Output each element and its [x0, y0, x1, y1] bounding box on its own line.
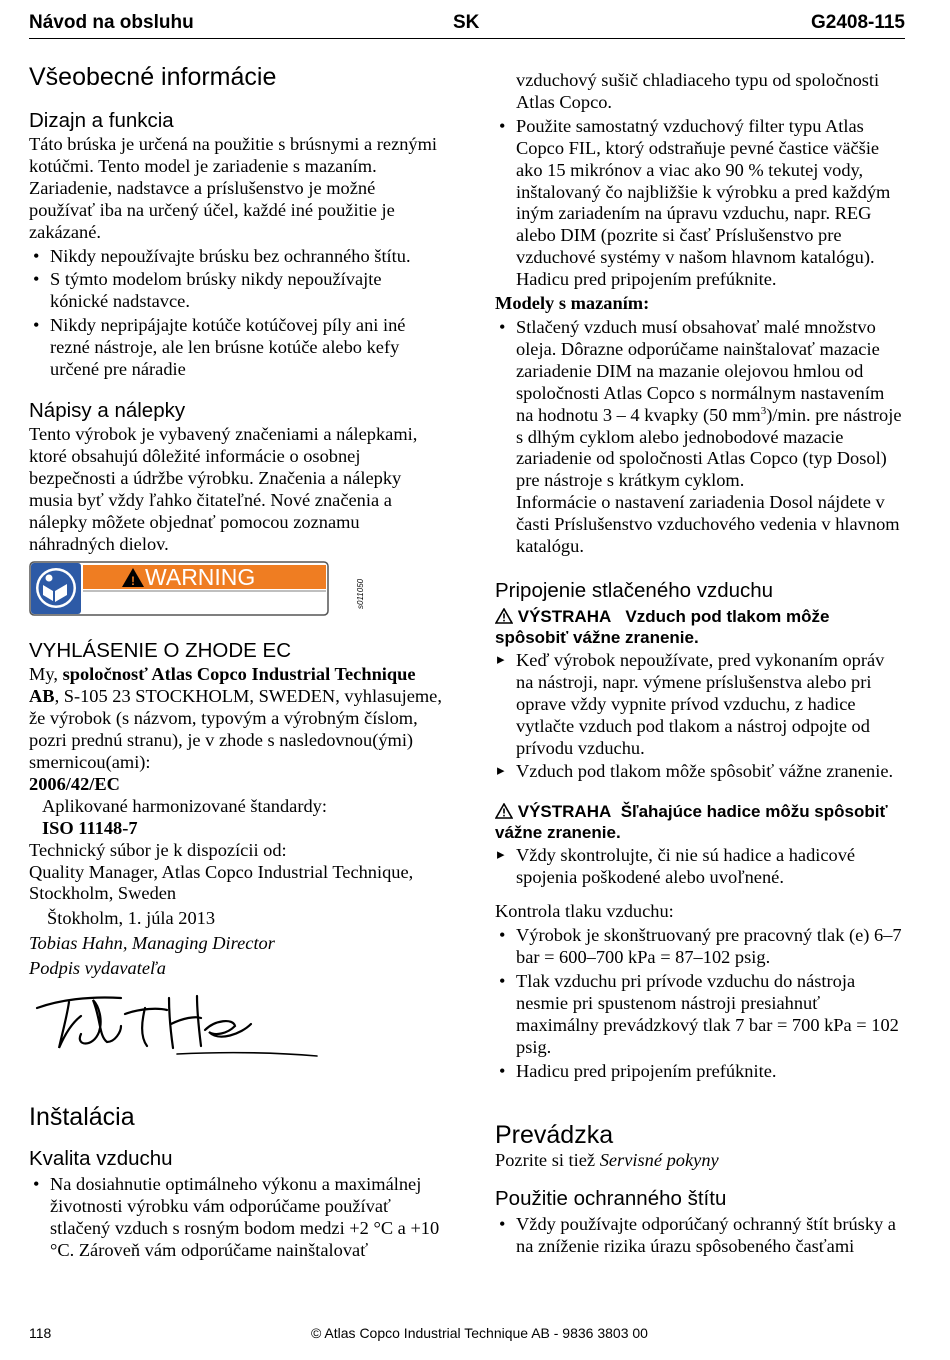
pressure-check-heading: Kontrola tlaku vzduchu:: [495, 901, 674, 922]
warning-1-text: Vzduch pod tlakom môže spôsobiť vážne zranenie.: [495, 606, 830, 647]
heading-air-connection: Pripojenie stlačeného vzduchu: [495, 578, 774, 602]
list-item: [495, 317, 905, 492]
svg-text:!: !: [131, 574, 135, 589]
signature-image: [29, 986, 329, 1066]
warning-2: [495, 801, 905, 843]
service-instructions-ref: Servisné pokyny: [599, 1150, 719, 1171]
ec-address: , S-105 23 STOCKHOLM, SWEDEN, vyhlasujeme, že výrobok (s názvom, typovým a výrobným číslom, pozri prednú stranu), je v zhode s nasledovnou(ými) smernicou(ami):: [29, 686, 442, 773]
heading-design-function: Dizajn a funkcia: [29, 109, 174, 132]
design-paragraph: Táto brúska je určená na použitie s brúsnymi a reznými kotúčmi. Tento model je zariadenie s mazaním. Zariadenie, nadstavce a príslušenstvo je možné používať iba na určený účel, každé iné použitie je zakázané.: [29, 134, 438, 242]
dosol-info: Informácie o nastavení zariadenia Dosol nájdete v časti Príslušenstvo vzduchového vedenia v hlavnom katalógu.: [516, 492, 900, 557]
list-item: ▸ Vždy skontrolujte, či nie sú hadice a hadicové spojenia poškodené alebo uvoľnené.: [495, 845, 905, 889]
heading-installation: Inštalácia: [29, 1103, 135, 1132]
warning-triangle-icon: [495, 803, 513, 819]
page-number: 118: [29, 1325, 52, 1341]
list-item: • Tlak vzduchu pri prívode vzduchu do nástroja nesmie pri spustenom nástroji presiahnuť maximálny prevádzkový tlak 7 bar = 700 kPa = 102 psig.: [495, 971, 905, 1059]
list-item: • Nikdy nepripájajte kotúče kotúčovej píly ani iné rezné nástroje, ale len brúsne kotúče alebo kefy určené pre náradie: [29, 315, 444, 381]
warning-1-steps: [495, 650, 905, 783]
ec-harmonized-label: Aplikované harmonizované štandardy:: [42, 795, 327, 816]
warning-2-text: Šľahajúce hadice môžu spôsobiť vážne zranenie.: [495, 802, 888, 843]
heading-air-quality: Kvalita vzduchu: [29, 1147, 173, 1171]
lubrication-bullets: [495, 317, 905, 492]
ec-my: My,: [29, 664, 63, 685]
warning-word: WARNING: [145, 564, 256, 591]
list-item: • Hadicu pred pripojením prefúknite.: [495, 1061, 905, 1083]
right-column: [495, 70, 905, 1258]
lub-text-b: )/min. pre nástroje s dlhým cyklom alebo jednobodové mazacie zariadenie od spoločnosti Atlas Copco (typ Dosol) pre nástroje s krátkym cyklom.: [516, 404, 902, 491]
lubricated-models-heading: Modely s mazaním:: [495, 293, 650, 314]
warning-1-label: VÝSTRAHA: [517, 606, 612, 626]
list-item: ▸ Vzduch pod tlakom môže spôsobiť vážne zranenie.: [495, 761, 905, 783]
heading-general-info: Všeobecné informácie: [29, 63, 277, 91]
list-item: ▸ Keď výrobok nepoužívate, pred vykonaním opráv na nástroji, napr. výmene príslušenstva alebo pri oprave vždy vypnite prívod vzduchu, z hadice vytlačte vzduch pod tlakom a nástroj odpojte od prívodu vzduchu.: [495, 650, 905, 760]
heading-operation: Prevádzka: [495, 1121, 614, 1150]
warning-triangle-icon: [495, 608, 513, 624]
pressure-bullets: [495, 925, 905, 1082]
list-item: • Na dosiahnutie optimálneho výkonu a maximálnej životnosti výrobku vám odporúčame používať stlačený vzduch s rosným bodom medzi +2 °C a +10 °C. Zároveň vám odporúčame nainštalovať: [29, 1174, 444, 1262]
ec-date: Štokholm, 1. júla 2013: [47, 908, 216, 929]
sticker-code: s011050: [356, 579, 365, 610]
ec-techfile-label: Technický súbor je k dispozícii od:: [29, 839, 287, 860]
signs-paragraph: Tento výrobok je vybavený značeniami a nálepkami, ktoré obsahujú dôležité informácie o osobnej bezpečnosti a údržbe výrobku. Značenia a nálepky musia byť vždy ľahko čitateľné. Nové značenia a nálepky môžete objednať pomocou zoznamu náhradných dielov.: [29, 423, 418, 554]
see-also-line: [495, 1150, 905, 1172]
ec-signature-label: Podpis vydavateľa: [29, 958, 166, 979]
see-also-text: Pozrite si tiež: [495, 1150, 600, 1171]
list-item: • S týmto modelom brúsky nikdy nepoužívajte kónické nadstavce.: [29, 269, 444, 313]
warning-2-steps: [495, 845, 905, 889]
list-item: • Výrobok je skonštruovaný pre pracovný tlak (e) 6–7 bar = 600–700 kPa = 87–102 psig.: [495, 925, 905, 969]
lub-superscript: 3: [760, 404, 767, 417]
warning-sticker-graphic: [29, 561, 369, 621]
header-language: SK: [453, 12, 480, 33]
header-doc-type: Návod na obsluhu: [29, 12, 194, 33]
ec-paragraph: [29, 664, 444, 774]
filter-bullets: [495, 116, 905, 291]
ec-directive: 2006/42/EC: [29, 773, 120, 794]
warning-2-label: VÝSTRAHA: [517, 802, 612, 822]
warning-sticker: [29, 561, 365, 616]
ec-quality-manager: Quality Manager, Atlas Copco Industrial Technique, Stockholm, Sweden: [29, 861, 414, 904]
ec-iso-standard: ISO 11148-7: [42, 817, 138, 838]
continued-text: vzduchový sušič chladiaceho typu od spoločnosti Atlas Copco.: [516, 70, 880, 112]
list-item: • Použite samostatný vzduchový filter typu Atlas Copco FIL, ktorý odstraňuje pevné častice väčšie ako 15 mikrónov a viac ako 90 % tekutej vody, inštalovaný čo najbližšie k výrobku a pred každým iným zariadením na úpravu vzduchu, napr. REG alebo DIM (pozrite si časť Príslušenstvo pre vzduchové systémy v našom hlavnom katalógu). Hadicu pred pripojením prefúknite.: [495, 116, 905, 291]
lub-text-a: Stlačený vzduch musí obsahovať malé množstvo oleja. Dôrazne odporúčame nainštalovať mazacie zariadenie DIM na mazanie olejovou hmlou od spoločnosti Atlas Copco s normálnym nastavením na hodnotu 3 – 4 kvapky (50 mm: [516, 316, 885, 425]
guard-bullets: [495, 1214, 905, 1258]
copyright: © Atlas Copco Industrial Technique AB - 9836 3803 00: [311, 1325, 648, 1341]
page-header: [29, 10, 905, 39]
left-column: [29, 62, 444, 1262]
air-quality-bullets: [29, 1174, 444, 1262]
heading-guard-usage: Použitie ochranného štítu: [495, 1187, 727, 1211]
ec-company: spoločnosť Atlas Copco Industrial Technique AB: [29, 664, 416, 707]
warning-1: [495, 606, 905, 648]
header-doc-code: G2408-115: [810, 12, 905, 33]
list-item: • Nikdy nepoužívajte brúsku bez ochranného štítu.: [29, 246, 444, 268]
heading-signs-stickers: Nápisy a nálepky: [29, 398, 186, 422]
ec-signatory: Tobias Hahn, Managing Director: [29, 933, 275, 954]
heading-ec-declaration: VYHLÁSENIE O ZHODE EC: [29, 639, 292, 663]
list-item: • Vždy používajte odporúčaný ochranný štít brúsky a na zníženie rizika úrazu spôsobeného časťami: [495, 1214, 905, 1258]
design-bullets: [29, 246, 444, 381]
